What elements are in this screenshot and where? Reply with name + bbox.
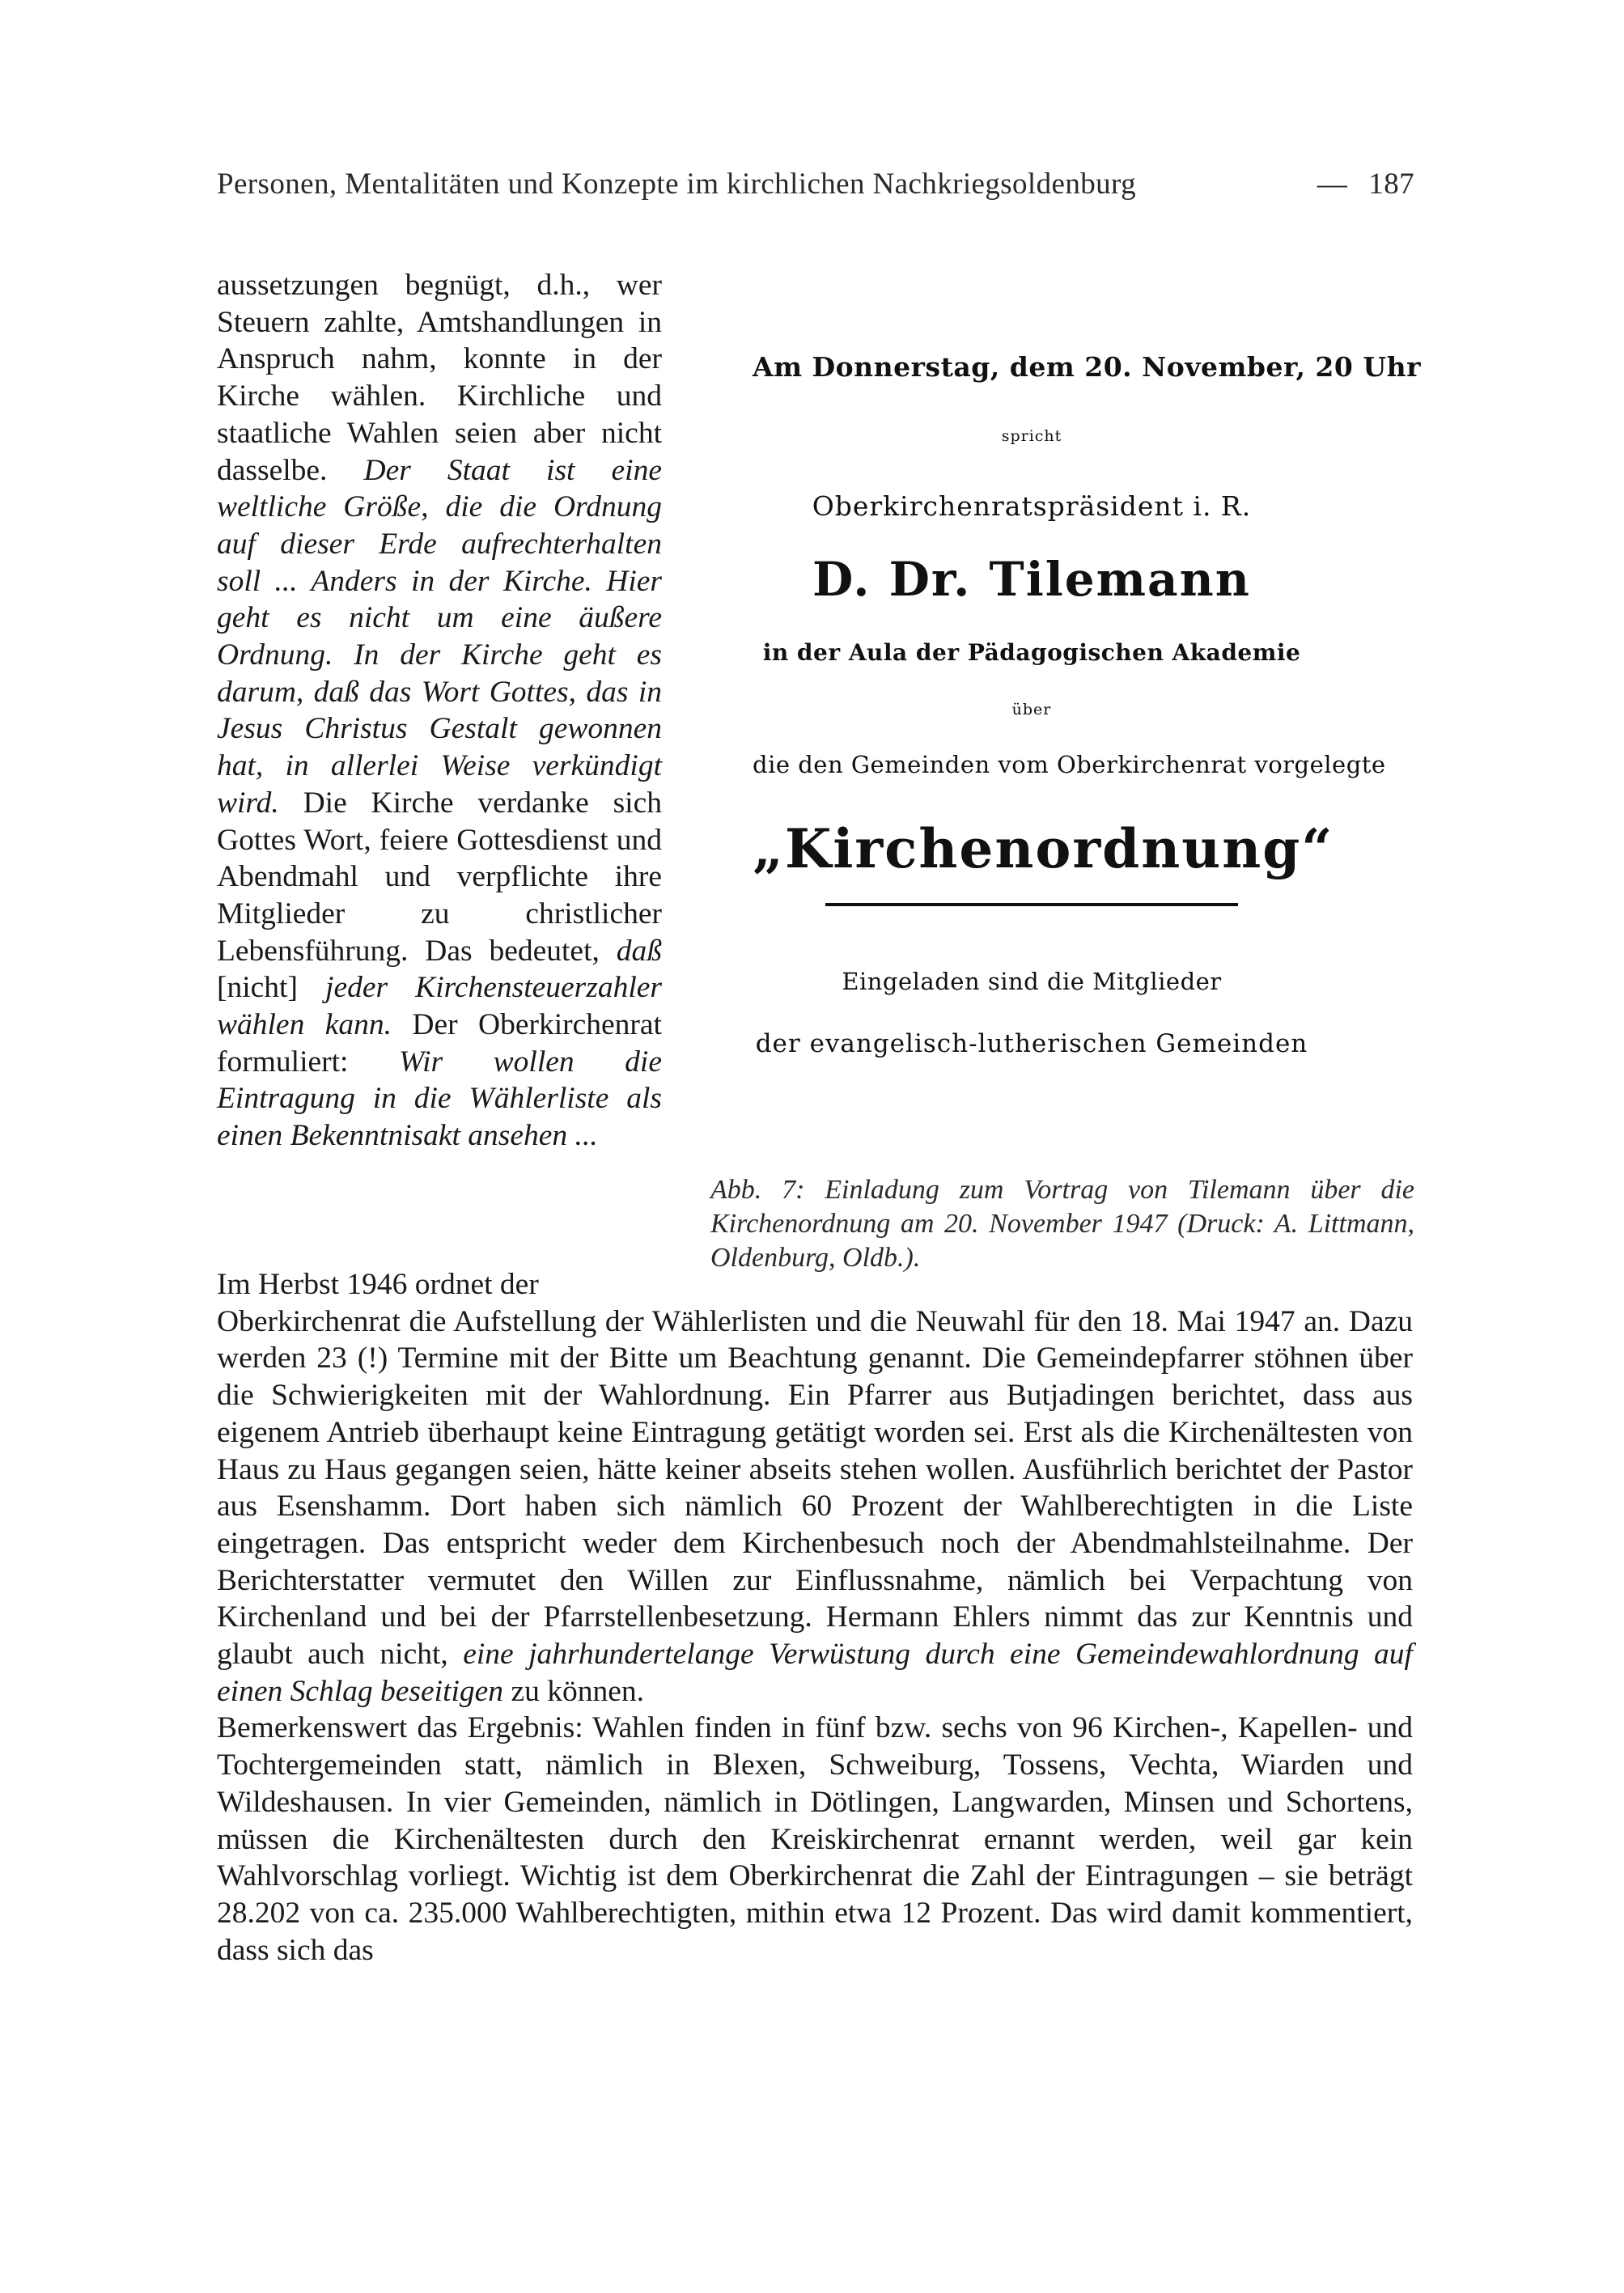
left-column-paragraph (217, 267, 662, 1155)
text-run: Im Herbst 1946 ordnet der (217, 1268, 539, 1301)
invitation-poster-figure (753, 340, 1422, 1076)
poster-line-ueber: über (1011, 701, 1052, 718)
main-paragraph-2: Bemerkenswert das Ergebnis: Wahlen finden in fünf bzw. sechs von 96 Kirchen-, Kapellen- und Tochtergemeinden statt, nämlich in Blexen, Schweiburg, Tossens, Vechta, Wiarden und Wildeshausen. In vier Gemeinden, nämlich in Dötlingen, Langwarden, Minsen und Schortens, müssen die Kirchenältesten durch den Kreiskirchenrat ernannt werden, weil gar kein Wahlvorschlag vorliegt. Wichtig ist dem Oberkirchenrat die Zahl der Eintragungen – sie beträgt 28.202 von ca. 235.000 Wahlberechtigten, mithin etwa 12 Prozent. Das wird damit kommentiert, dass sich das (217, 1711, 1413, 1967)
quote-run: daß (616, 934, 662, 968)
left-column-text (217, 267, 662, 1155)
text-run: aussetzungen begnügt, d.h., wer Steuern zahlte, Amtshandlungen in Anspruch nahm, konnte in der Kirche wählen. Kirchliche und staatliche Wahlen seien aber nicht dasselbe. (217, 269, 662, 487)
quote-run: Wir wollen die Eintragung in die Wählerliste als einen Bekenntnisakt ansehen ... (217, 1045, 662, 1153)
figure-caption: Abb. 7: Einladung zum Vortrag von Tilemann über die Kirchenordnung am 20. November 1947 (Druck: A. Littmann, Oldenburg, Oldb.). (710, 1175, 1414, 1273)
running-header (217, 167, 1414, 209)
poster-line-spricht: spricht (1001, 427, 1062, 445)
poster-line-speaker: D. Dr. Tilemann (812, 552, 1251, 607)
text-run: zu können. (503, 1674, 644, 1708)
main-text (217, 1266, 1413, 1969)
quote-run: eine jahrhundertelange Verwüstung durch eine Gemeindewahlordnung auf einen Schlag beseitigen (217, 1638, 1413, 1708)
quote-run: jeder Kirchensteuerzahler wählen kann. (217, 971, 662, 1042)
poster-line-date: Am Donnerstag, dem 20. November, 20 Uhr (753, 351, 1422, 383)
text-run: [nicht] (217, 971, 326, 1005)
page-number-group (1317, 167, 1414, 201)
text-run: Die Kirche verdanke sich Gottes Wort, feiere Gottesdienst und Abendmahl und verpflichte ihre Mitglieder zu christlicher Lebensführung. Das bedeutet, (217, 786, 662, 968)
poster-line-kirchenordnung: „Kirchenordnung“ (753, 817, 1334, 880)
text-run: Der Oberkirchenrat formuliert: (217, 1008, 662, 1079)
running-header-title: Personen, Mentalitäten und Konzepte im kirchlichen Nachkriegsoldenburg (217, 167, 1136, 201)
poster-line-congregations: der evangelisch-lutherischen Gemeinden (755, 1029, 1308, 1058)
poster-line-subject-intro: die den Gemeinden vom Oberkirchenrat vorgelegte (753, 751, 1386, 778)
poster-line-venue: in der Aula der Pädagogischen Akademie (762, 639, 1301, 666)
poster-line-invited: Eingeladen sind die Mitglieder (842, 968, 1222, 995)
main-paragraph-1 (217, 1266, 1413, 1710)
quote-run: Der Staat ist eine weltliche Größe, die die Ordnung auf dieser Erde aufrechterhalten soll ... Anders in der Kirche. Hier geht es nicht um eine äußere Ordnung. In der Kirche geht es darum, daß das Wort Gottes, das in Jesus Christus Gestalt gewonnen hat, in allerlei Weise verkündigt wird. (217, 453, 662, 820)
header-dash: — (1317, 167, 1348, 201)
page-number: 187 (1368, 167, 1414, 201)
poster-line-title: Oberkirchenratspräsident i. R. (812, 490, 1252, 522)
poster-rule (825, 903, 1238, 906)
text-run: Oberkirchenrat die Aufstellung der Wählerlisten und die Neuwahl für den 18. Mai 1947 an. Dazu werden 23 (!) Termine mit der Bitte um Beachtung genannt. Die Gemeindepfarrer stöhnen über die Schwierigkeiten mit der Wahlordnung. Ein Pfarrer aus Butjadingen berichtet, dass aus eigenem Antrieb überhaupt keine Eintragung getätigt worden sei. Erst als die Kirchenältesten von Haus zu Haus gegangen seien, hätte keiner abseits stehen wollen. Ausführlich berichtet der Pastor aus Esenshamm. Dort haben sich nämlich 60 Prozent der Wahlberechtigten in die Liste eingetragen. Das entspricht weder dem Kirchenbesuch noch der Abendmahlsteilnahme. Der Berichterstatter vermutet den Willen zur Einflussnahme, nämlich bei Verpachtung von Kirchenland und bei der Pfarrstellenbesetzung. Hermann Ehlers nimmt das zur Kenntnis und glaubt auch nicht, (217, 1304, 1413, 1672)
